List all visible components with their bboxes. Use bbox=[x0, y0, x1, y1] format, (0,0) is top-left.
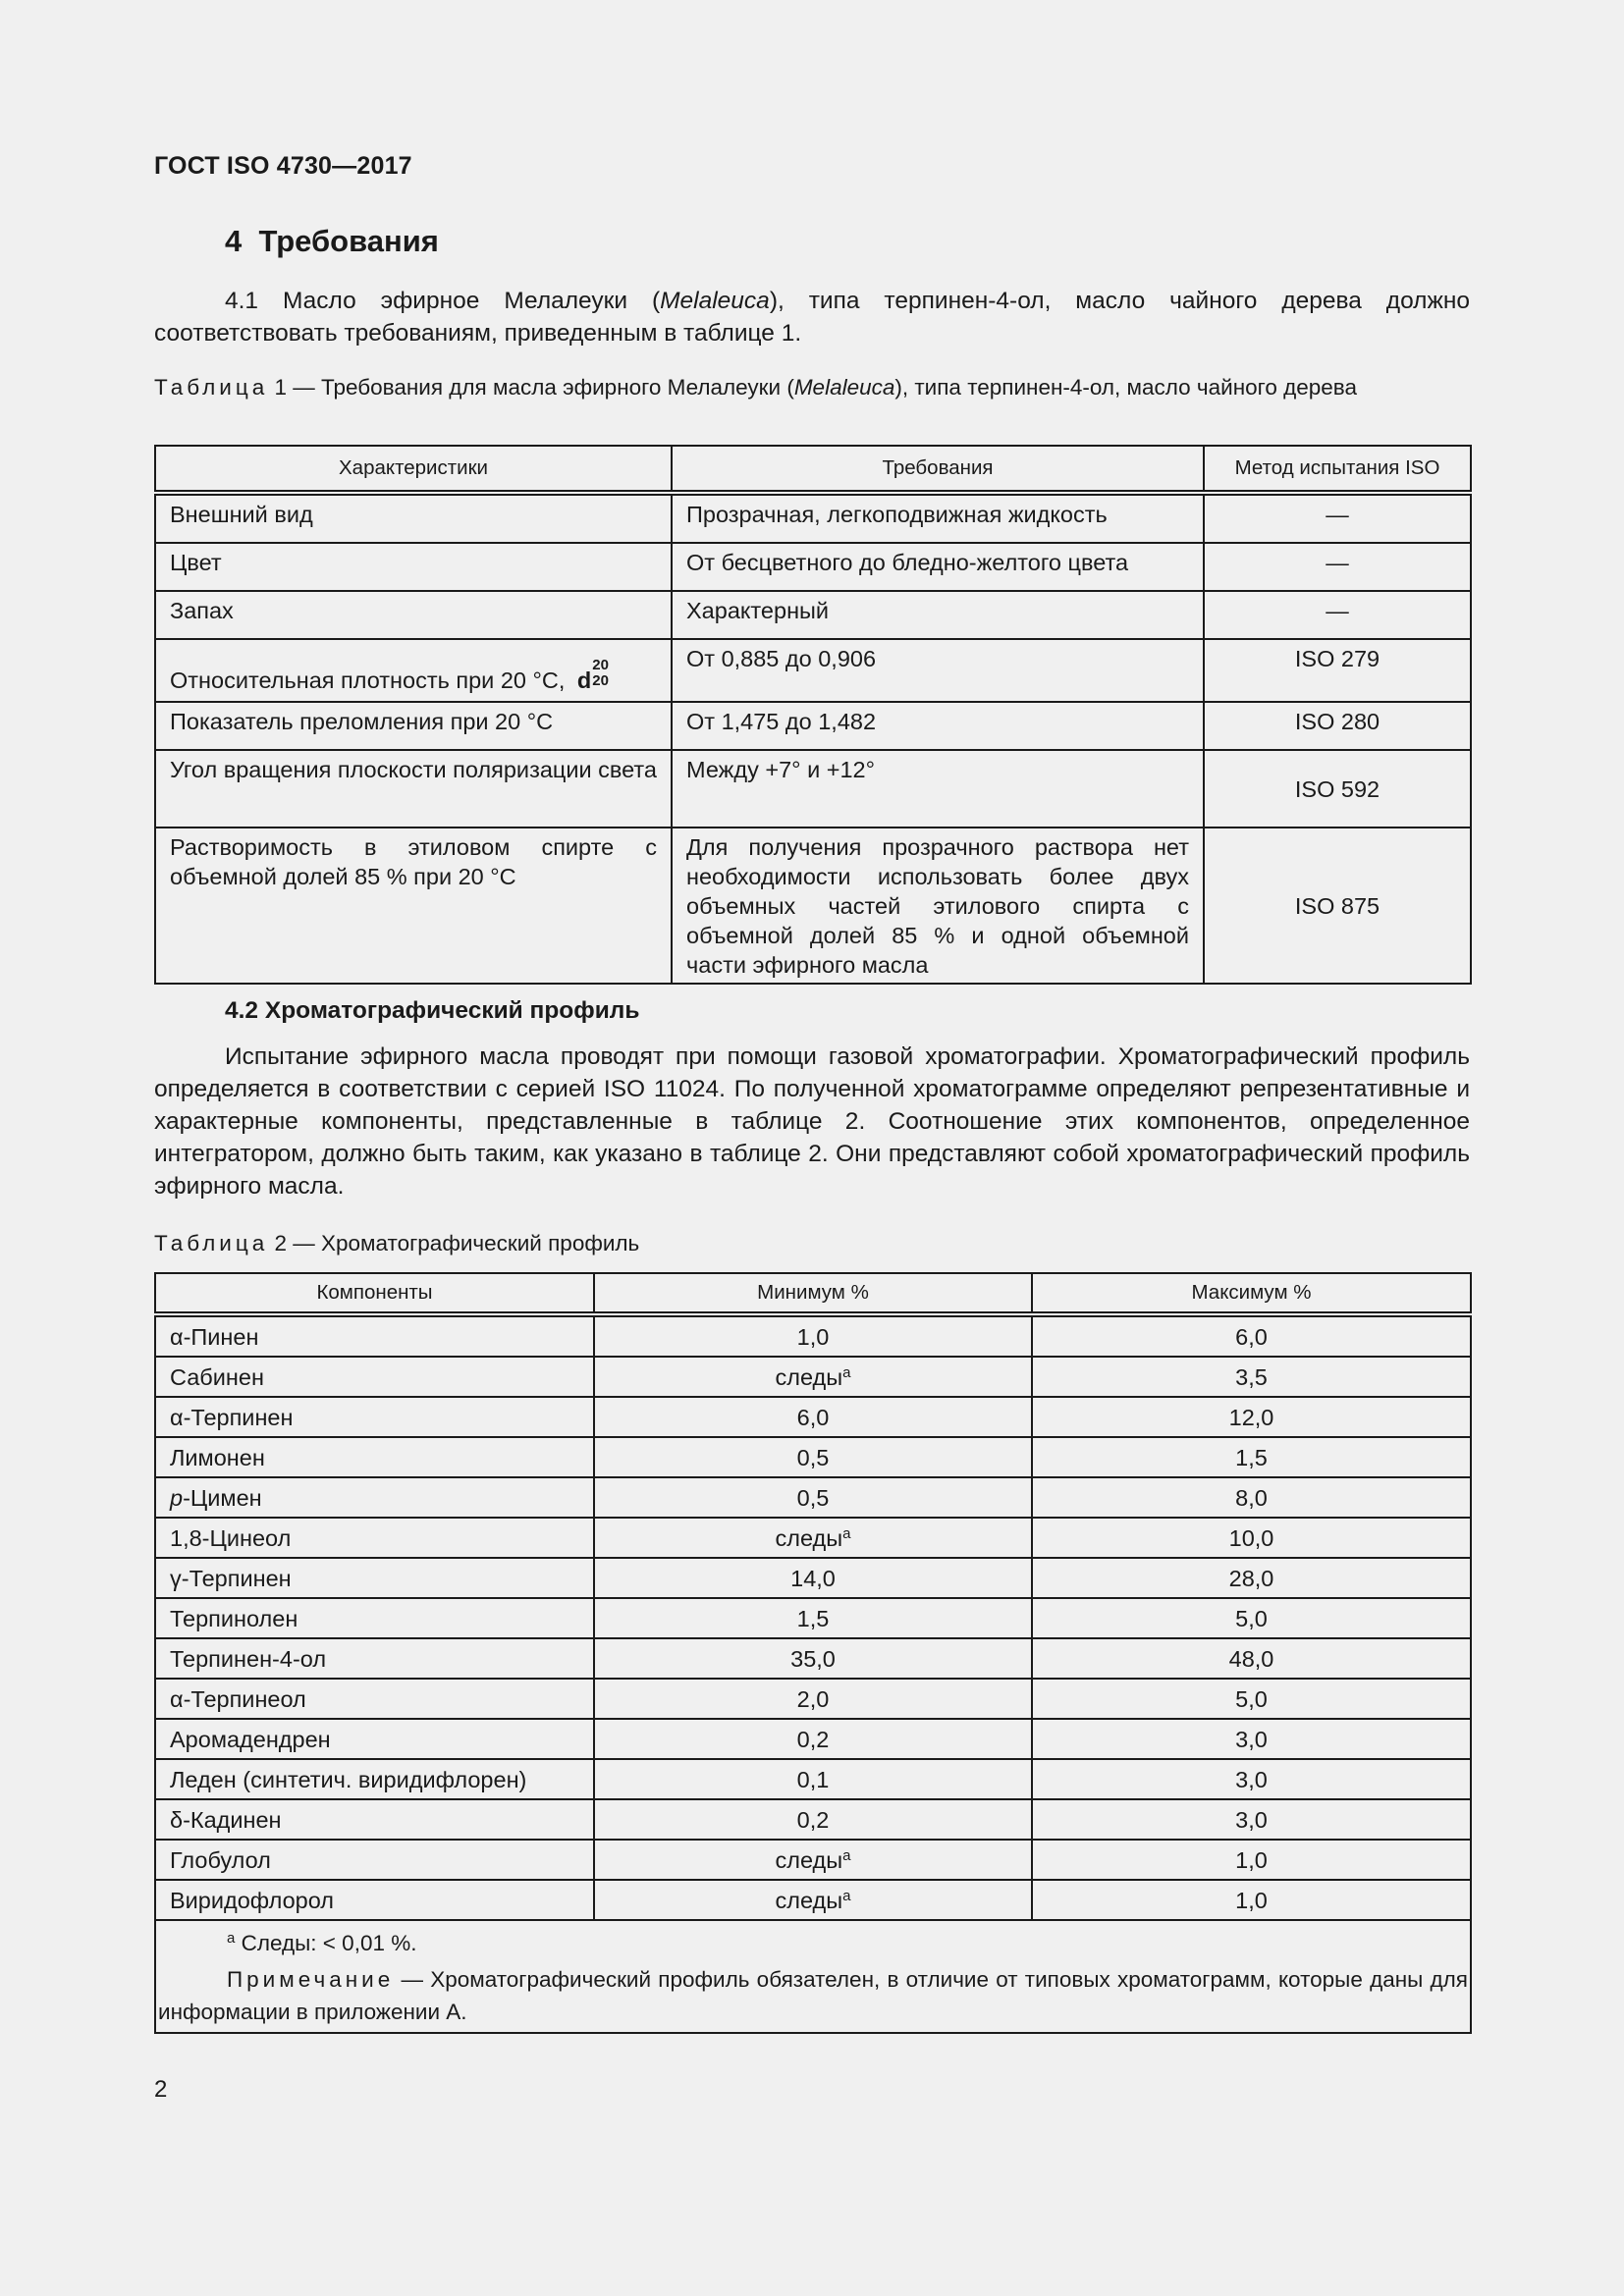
footnote-marker: a bbox=[842, 1363, 851, 1381]
column-header: Характеристики bbox=[155, 446, 672, 493]
table-row: Сабинен следы$^a$ 3,5 bbox=[155, 1357, 1471, 1397]
chromatographic-profile-table bbox=[154, 1272, 1472, 2034]
table-row: Терпинолен 1,5 5,0 bbox=[155, 1598, 1471, 1638]
table-row: α-Терпинен 6,0 12,0 bbox=[155, 1397, 1471, 1437]
table-note: Примечание — Хроматографический профиль обязателен, в отличие от типовых хроматограмм, которые даны для информации в приложении А. bbox=[158, 1967, 1468, 2024]
table-row: Глобулол следы$^a$ 1,0 bbox=[155, 1840, 1471, 1880]
subsection-title: 4.2 Хроматографический профиль bbox=[225, 997, 640, 1024]
section-number: 4 bbox=[225, 224, 243, 258]
requirements-table bbox=[154, 445, 1472, 985]
table-row: Лимонен 0,5 1,5 bbox=[155, 1437, 1471, 1477]
footnote-marker: a bbox=[842, 1887, 851, 1904]
table-footer-row bbox=[155, 1920, 1471, 2033]
table-row: Угол вращения плоскости поляризации света Между +7° и +12° ISO 592 bbox=[155, 750, 1471, 828]
table-footnote: $^a$ Следы: < 0,01 %. bbox=[227, 1930, 417, 1955]
table-row: γ-Терпинен 14,0 28,0 bbox=[155, 1558, 1471, 1598]
footnote-marker: a bbox=[842, 1846, 851, 1864]
column-header: Минимум % bbox=[594, 1273, 1032, 1314]
paragraph-4-1: 4.1 Масло эфирное Мелалеуки (Melaleuca), типа терпинен-4-ол, масло чайного дерева должно соответствовать требованиям, приведенным в таблице 1. bbox=[154, 288, 1470, 347]
table-row: Запах Характерный — bbox=[155, 591, 1471, 639]
table-row: α-Терпинеол 2,0 5,0 bbox=[155, 1679, 1471, 1719]
relative-density-symbol: d 20 20 bbox=[576, 657, 609, 693]
table-header-row bbox=[155, 446, 1471, 493]
column-header: Требования bbox=[672, 446, 1204, 493]
section-title bbox=[225, 224, 439, 259]
page-number: 2 bbox=[154, 2076, 168, 2103]
section-title-text: Требования bbox=[258, 224, 439, 258]
table-row: Растворимость в этиловом спирте с объемной долей 85 % при 20 °C Для получения прозрачного раствора нет необходимости использовать более двух объемных частей этилового спирта с объемной долей 85 % и одной объемной части эфирного масла ISO 875 bbox=[155, 828, 1471, 984]
table-row: Показатель преломления при 20 °C От 1,475 до 1,482 ISO 280 bbox=[155, 702, 1471, 750]
table2-caption: Таблица 2 — Хроматографический профиль bbox=[154, 1231, 640, 1255]
paragraph-4-2: Испытание эфирного масла проводят при помощи газовой хроматографии. Хроматографический профиль определяется в соответствии с серией ISO 11024. По полученной хроматограмме определяют репрезентативные и характерные компоненты, представленные в таблице 2. Соотношение этих компонентов, определенное интегратором, должно быть таким, как указано в таблице 2. Они представляют собой хроматографический профиль эфирного масла. bbox=[154, 1043, 1470, 1200]
table-row: Терпинен-4-ол 35,0 48,0 bbox=[155, 1638, 1471, 1679]
table-row: Леден (синтетич. виридифлорен) 0,1 3,0 bbox=[155, 1759, 1471, 1799]
table-row: α-Пинен 1,0 6,0 bbox=[155, 1314, 1471, 1357]
table-row: Внешний вид Прозрачная, легкоподвижная жидкость — bbox=[155, 493, 1471, 543]
table-row: Относительная плотность при 20 °C, d 20 20 От 0,885 до 0,906 ISO 279 bbox=[155, 639, 1471, 702]
table-row: 1,8-Цинеол следы$^a$ 10,0 bbox=[155, 1518, 1471, 1558]
column-header: Максимум % bbox=[1032, 1273, 1471, 1314]
running-head: ГОСТ ISO 4730—2017 bbox=[154, 152, 412, 180]
column-header: Метод испытания ISO bbox=[1204, 446, 1471, 493]
column-header: Компоненты bbox=[155, 1273, 594, 1314]
table-row: Цвет От бесцветного до бледно-желтого цвета — bbox=[155, 543, 1471, 591]
table1-caption: Таблица 1 — Требования для масла эфирного Мелалеуки (Melaleuca), типа терпинен-4-ол, масло чайного дерева bbox=[154, 375, 1358, 400]
table-header-row bbox=[155, 1273, 1471, 1314]
table-row: p-Цимен 0,5 8,0 bbox=[155, 1477, 1471, 1518]
table-row: δ-Кадинен 0,2 3,0 bbox=[155, 1799, 1471, 1840]
footnote-marker: a bbox=[842, 1524, 851, 1542]
table-row: Аромадендрен 0,2 3,0 bbox=[155, 1719, 1471, 1759]
table-row: Виридофлорол следы$^a$ 1,0 bbox=[155, 1880, 1471, 1920]
